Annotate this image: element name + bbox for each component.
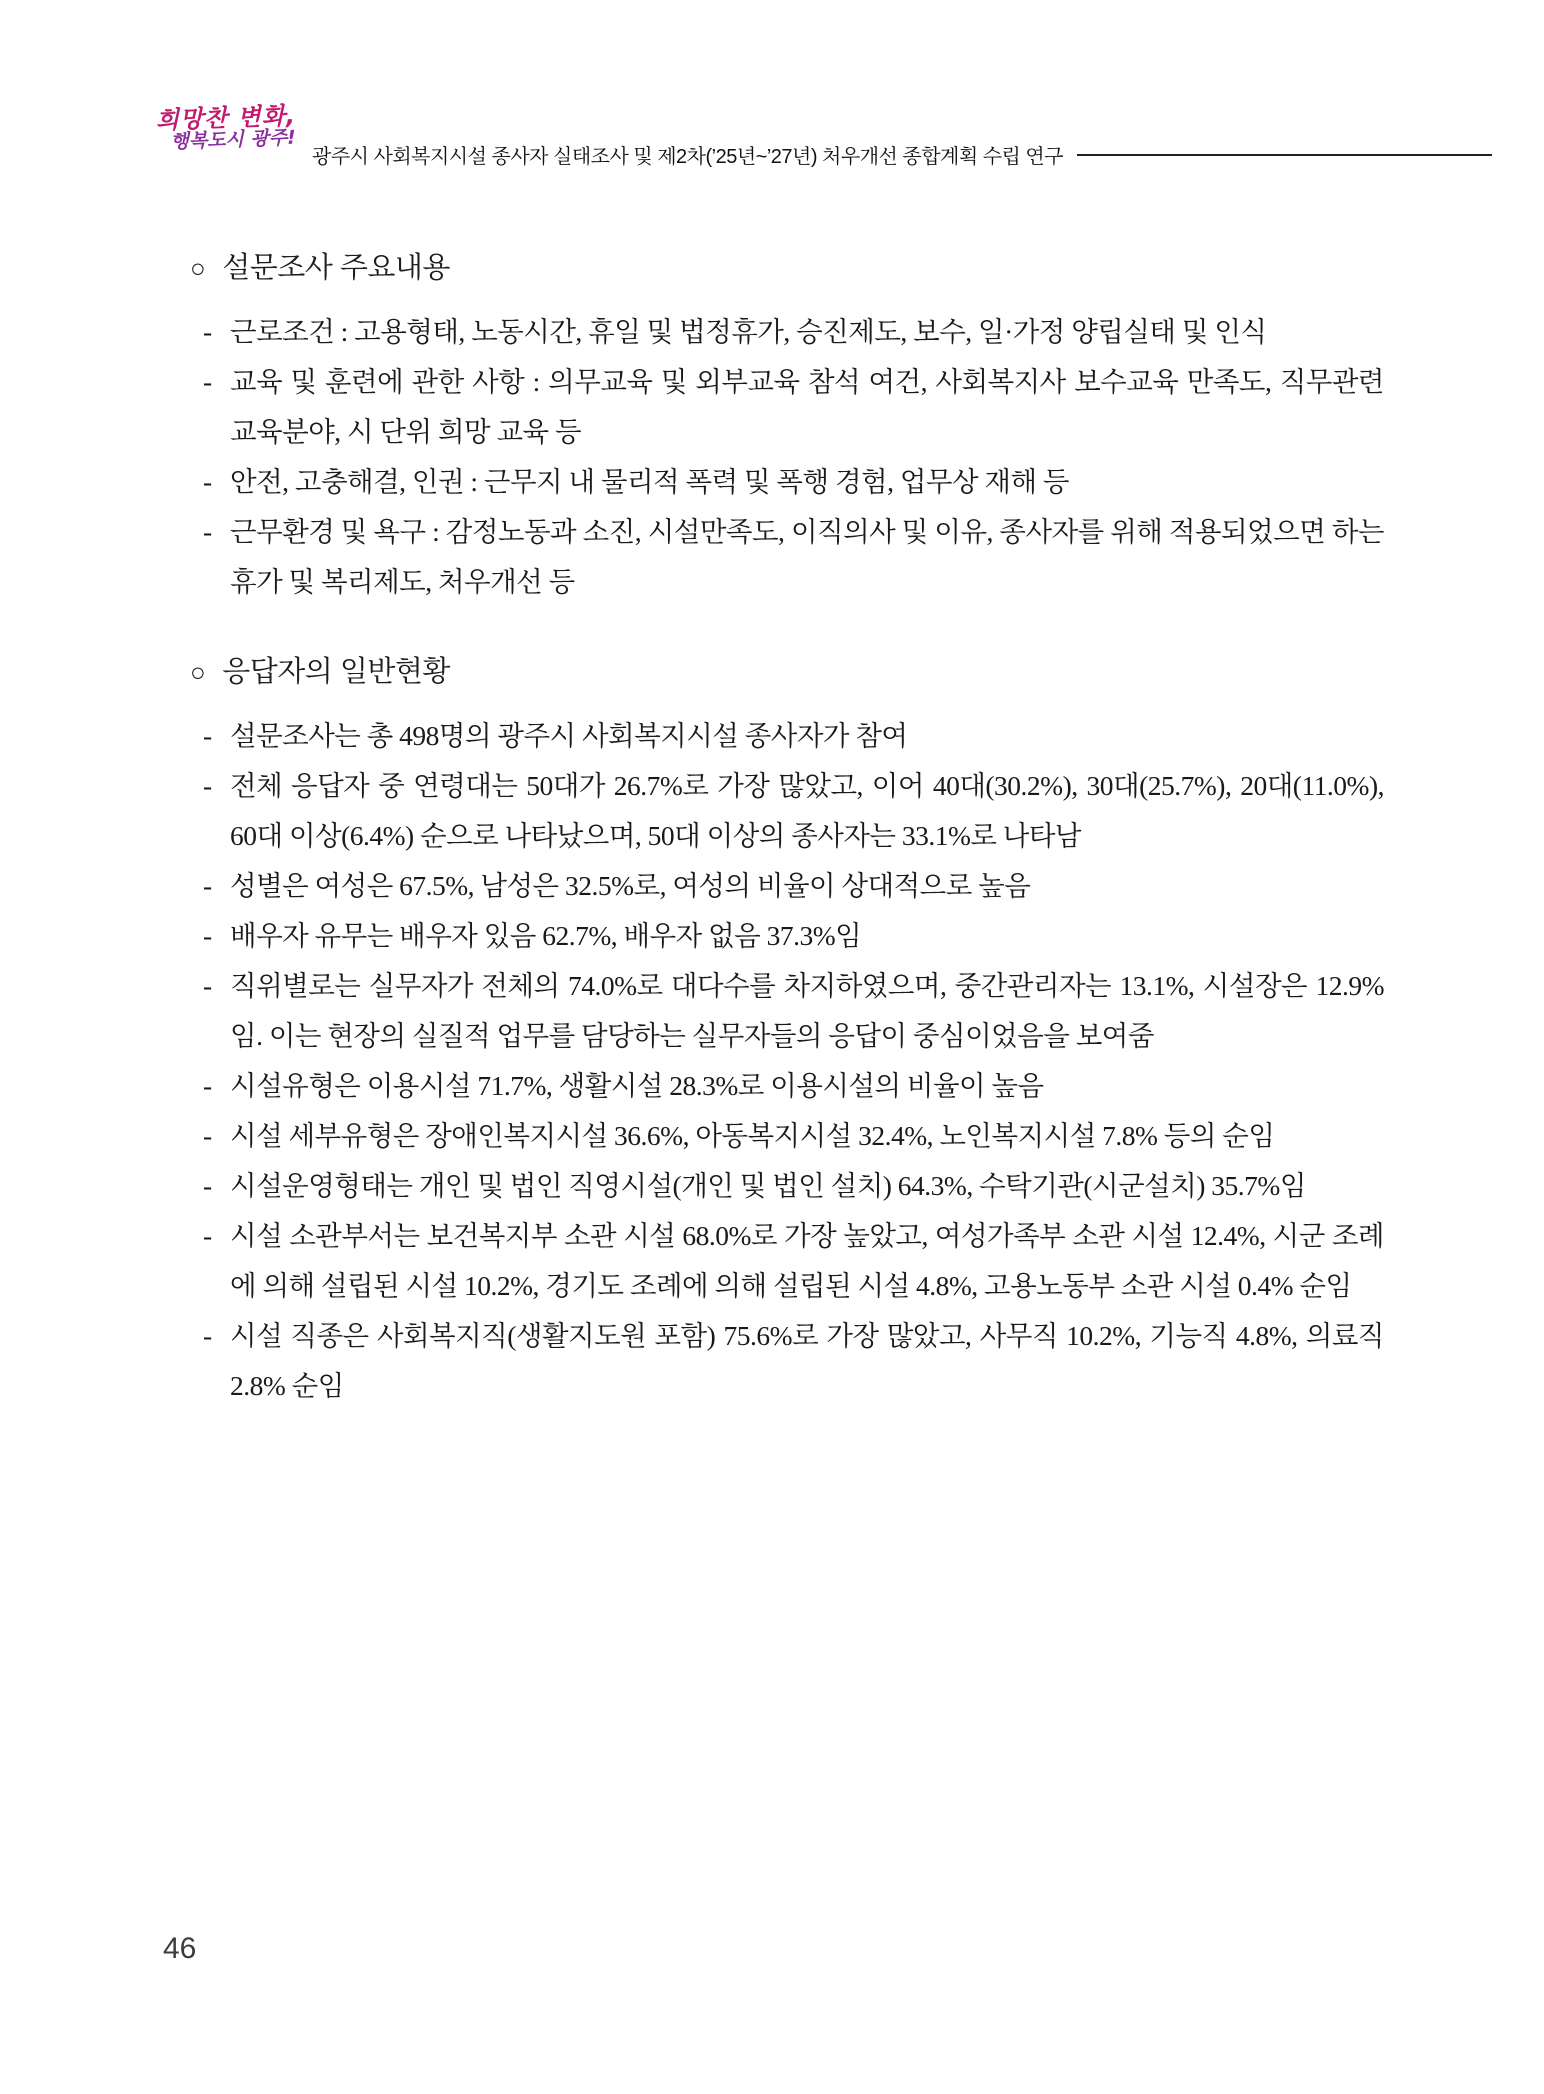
dash-bullet-icon: - bbox=[203, 720, 212, 751]
dash-bullet-icon: - bbox=[203, 870, 212, 901]
list-item-text: 시설운영형태는 개인 및 법인 직영시설(개인 및 법인 설치) 64.3%, 수탁기관(시군설치) 35.7%임 bbox=[230, 1170, 1306, 1201]
section-heading bbox=[190, 647, 1384, 697]
dash-bullet-icon: - bbox=[203, 1170, 212, 1201]
list-item bbox=[190, 911, 1384, 961]
header-rule-line bbox=[1077, 154, 1492, 156]
list-item-text: 근무환경 및 욕구 : 감정노동과 소진, 시설만족도, 이직의사 및 이유, 종사자를 위해 적용되었으면 하는 휴가 및 복리제도, 처우개선 등 bbox=[230, 516, 1384, 597]
list-item bbox=[190, 711, 1384, 761]
running-header bbox=[312, 140, 1492, 169]
section-item-list bbox=[190, 711, 1384, 1411]
section-title: 응답자의 일반현황 bbox=[222, 656, 450, 688]
list-item-text: 성별은 여성은 67.5%, 남성은 32.5%로, 여성의 비율이 상대적으로 높음 bbox=[230, 870, 1031, 901]
dash-bullet-icon: - bbox=[203, 970, 212, 1001]
dash-bullet-icon: - bbox=[203, 516, 212, 547]
list-item bbox=[190, 1211, 1384, 1311]
list-item-text: 직위별로는 실무자가 전체의 74.0%로 대다수를 차지하였으며, 중간관리자는 13.1%, 시설장은 12.9%임. 이는 현장의 실질적 업무를 담당하는 실무자들의 응답이 중심이었음을 보여줌 bbox=[230, 970, 1384, 1051]
circle-bullet-icon: ○ bbox=[190, 657, 206, 687]
logo-slogan-line1: 희망찬 변화, bbox=[155, 101, 297, 135]
section-title: 설문조사 주요내용 bbox=[222, 252, 450, 284]
list-item bbox=[190, 507, 1384, 607]
page-content bbox=[190, 243, 1384, 1451]
report-section bbox=[190, 647, 1384, 1411]
circle-bullet-icon: ○ bbox=[190, 253, 206, 283]
list-item-text: 시설 소관부서는 보건복지부 소관 시설 68.0%로 가장 높았고, 여성가족부 소관 시설 12.4%, 시군 조례에 의해 설립된 시설 10.2%, 경기도 조례에 의해 설립된 시설 4.8%, 고용노동부 소관 시설 0.4% 순임 bbox=[230, 1220, 1384, 1301]
list-item-text: 안전, 고충해결, 인권 : 근무지 내 물리적 폭력 및 폭행 경험, 업무상 재해 등 bbox=[230, 466, 1069, 497]
list-item bbox=[190, 1061, 1384, 1111]
logo-slogan-line2: 행복도시 광주! bbox=[170, 126, 297, 154]
list-item-text: 시설유형은 이용시설 71.7%, 생활시설 28.3%로 이용시설의 비율이 높음 bbox=[230, 1070, 1044, 1101]
dash-bullet-icon: - bbox=[203, 770, 212, 801]
list-item-text: 설문조사는 총 498명의 광주시 사회복지시설 종사자가 참여 bbox=[230, 720, 908, 751]
dash-bullet-icon: - bbox=[203, 316, 212, 347]
report-title: 광주시 사회복지시설 종사자 실태조사 및 제2차(’25년~’27년) 처우개선 종합계획 수립 연구 bbox=[312, 146, 1064, 168]
list-item bbox=[190, 761, 1384, 861]
list-item bbox=[190, 457, 1384, 507]
list-item bbox=[190, 1311, 1384, 1411]
list-item-text: 배우자 유무는 배우자 있음 62.7%, 배우자 없음 37.3%임 bbox=[230, 920, 862, 951]
dash-bullet-icon: - bbox=[203, 920, 212, 951]
list-item bbox=[190, 961, 1384, 1061]
section-heading bbox=[190, 243, 1384, 293]
section-item-list bbox=[190, 307, 1384, 607]
list-item-text: 전체 응답자 중 연령대는 50대가 26.7%로 가장 많았고, 이어 40대(30.2%), 30대(25.7%), 20대(11.0%), 60대 이상(6.4%) 순으로 나타났으며, 50대 이상의 종사자는 33.1%로 나타남 bbox=[230, 770, 1384, 851]
dash-bullet-icon: - bbox=[203, 1070, 212, 1101]
dash-bullet-icon: - bbox=[203, 466, 212, 497]
list-item-text: 교육 및 훈련에 관한 사항 : 의무교육 및 외부교육 참석 여건, 사회복지사 보수교육 만족도, 직무관련 교육분야, 시 단위 희망 교육 등 bbox=[230, 366, 1384, 447]
page-number: 46 bbox=[163, 1932, 197, 1965]
list-item-text: 근로조건 : 고용형태, 노동시간, 휴일 및 법정휴가, 승진제도, 보수, 일·가정 양립실태 및 인식 bbox=[230, 316, 1267, 347]
dash-bullet-icon: - bbox=[203, 1120, 212, 1151]
gwangju-city-logo bbox=[155, 101, 297, 154]
list-item bbox=[190, 1111, 1384, 1161]
dash-bullet-icon: - bbox=[203, 1320, 212, 1351]
list-item bbox=[190, 861, 1384, 911]
dash-bullet-icon: - bbox=[203, 366, 212, 397]
list-item bbox=[190, 307, 1384, 357]
report-section bbox=[190, 243, 1384, 607]
dash-bullet-icon: - bbox=[203, 1220, 212, 1251]
list-item bbox=[190, 357, 1384, 457]
list-item-text: 시설 직종은 사회복지직(생활지도원 포함) 75.6%로 가장 많았고, 사무직 10.2%, 기능직 4.8%, 의료직 2.8% 순임 bbox=[230, 1320, 1384, 1401]
list-item bbox=[190, 1161, 1384, 1211]
list-item-text: 시설 세부유형은 장애인복지시설 36.6%, 아동복지시설 32.4%, 노인복지시설 7.8% 등의 순임 bbox=[230, 1120, 1275, 1151]
